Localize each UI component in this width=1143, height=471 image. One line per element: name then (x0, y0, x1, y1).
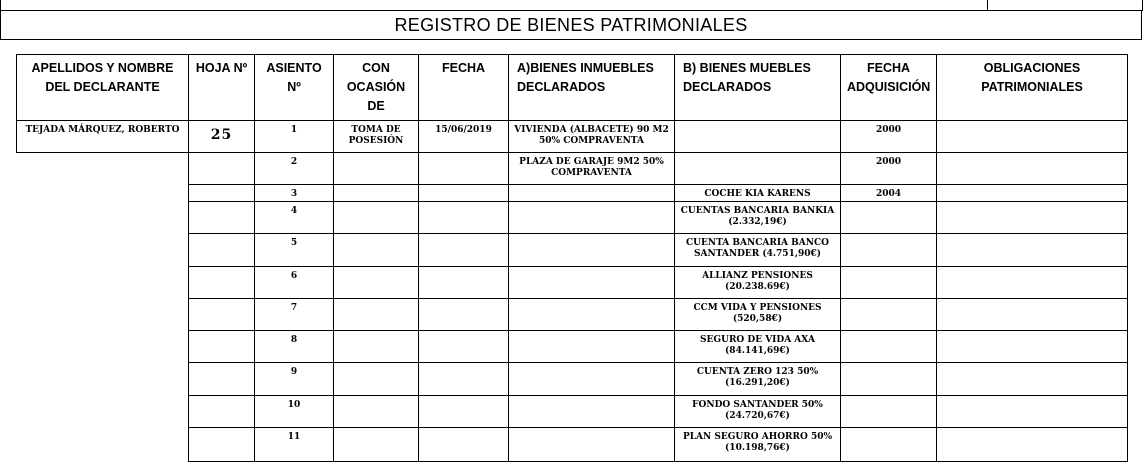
hoja-cell-empty (189, 331, 255, 363)
declarante-cell-empty (17, 185, 189, 202)
strip-divider (987, 0, 988, 10)
fecha-cell (419, 299, 509, 331)
obligaciones-cell (937, 202, 1128, 234)
hoja-cell-empty (189, 267, 255, 299)
hoja-cell-empty (189, 234, 255, 267)
ocasion-cell (334, 153, 419, 185)
inmuebles-cell (509, 363, 675, 396)
adquisicion-cell (841, 267, 937, 299)
fecha-cell (419, 363, 509, 396)
asiento-cell: 4 (255, 202, 334, 234)
hoja-cell: 25 (189, 121, 255, 153)
muebles-cell: CUENTAS BANCARIA BANKIA (2.332,19€) (675, 202, 841, 234)
ocasion-cell (334, 299, 419, 331)
ocasion-cell (334, 396, 419, 428)
table-row (17, 153, 1128, 185)
table-row (17, 363, 1128, 396)
asiento-cell: 7 (255, 299, 334, 331)
inmuebles-cell (509, 299, 675, 331)
header-muebles: B) BIENES MUEBLES DECLARADOS (675, 55, 841, 121)
header-declarante: APELLIDOS Y NOMBRE DEL DECLARANTE (17, 55, 189, 121)
muebles-cell: COCHE KIA KARENS (675, 185, 841, 202)
asiento-cell: 9 (255, 363, 334, 396)
obligaciones-cell (937, 331, 1128, 363)
muebles-cell: CUENTA BANCARIA BANCO SANTANDER (4.751,90€) (675, 234, 841, 267)
muebles-cell (675, 121, 841, 153)
header-obligaciones: OBLIGACIONES PATRIMONIALES (937, 55, 1128, 121)
inmuebles-cell (509, 396, 675, 428)
header-ocasion: CON OCASIÓN DE (334, 55, 419, 121)
muebles-cell: CCM VIDA Y PENSIONES (520,58€) (675, 299, 841, 331)
declarante-cell-empty (17, 331, 189, 363)
table-row (17, 299, 1128, 331)
muebles-cell: PLAN SEGURO AHORRO 50% (10.198,76€) (675, 428, 841, 462)
hoja-cell-empty (189, 202, 255, 234)
table-row (17, 267, 1128, 299)
hoja-cell-empty (189, 299, 255, 331)
ocasion-cell (334, 428, 419, 462)
fecha-cell (419, 234, 509, 267)
declarante-cell-empty (17, 363, 189, 396)
adquisicion-cell: 2000 (841, 153, 937, 185)
asiento-cell: 10 (255, 396, 334, 428)
ocasion-cell (334, 202, 419, 234)
adquisicion-cell (841, 396, 937, 428)
obligaciones-cell (937, 121, 1128, 153)
inmuebles-cell (509, 234, 675, 267)
fecha-cell (419, 202, 509, 234)
obligaciones-cell (937, 185, 1128, 202)
fecha-cell (419, 185, 509, 202)
inmuebles-cell (509, 202, 675, 234)
fecha-cell (419, 331, 509, 363)
obligaciones-cell (937, 299, 1128, 331)
strip-divider (0, 0, 1, 10)
muebles-cell: FONDO SANTANDER 50% (24.720,67€) (675, 396, 841, 428)
ocasion-cell (334, 234, 419, 267)
asiento-cell: 8 (255, 331, 334, 363)
ocasion-cell: TOMA DE POSESIÓN (334, 121, 419, 153)
adquisicion-cell (841, 299, 937, 331)
inmuebles-cell (509, 267, 675, 299)
header-fecha: FECHA (419, 55, 509, 121)
table-row (17, 121, 1128, 153)
declarante-cell-empty (17, 299, 189, 331)
adquisicion-cell (841, 363, 937, 396)
fecha-cell (419, 153, 509, 185)
header-hoja: HOJA Nº (189, 55, 255, 121)
adquisicion-cell (841, 202, 937, 234)
table-row (17, 185, 1128, 202)
adquisicion-cell (841, 234, 937, 267)
document-title: REGISTRO DE BIENES PATRIMONIALES (0, 11, 1142, 40)
fecha-cell (419, 267, 509, 299)
muebles-cell: ALLIANZ PENSIONES (20.238.69€) (675, 267, 841, 299)
declarante-cell-empty (17, 428, 189, 462)
asiento-cell: 1 (255, 121, 334, 153)
hoja-cell-empty (189, 396, 255, 428)
adquisicion-cell: 2004 (841, 185, 937, 202)
muebles-cell: CUENTA ZERO 123 50% (16.291,20€) (675, 363, 841, 396)
obligaciones-cell (937, 396, 1128, 428)
hoja-cell-empty (189, 153, 255, 185)
declarante-cell-empty (17, 153, 189, 185)
asiento-cell: 3 (255, 185, 334, 202)
asiento-cell: 11 (255, 428, 334, 462)
ocasion-cell (334, 185, 419, 202)
inmuebles-cell (509, 428, 675, 462)
table-row (17, 331, 1128, 363)
inmuebles-cell: VIVIENDA (ALBACETE) 90 M2 50% COMPRAVENTA (509, 121, 675, 153)
register-table (16, 54, 1128, 462)
header-adquisicion: FECHA ADQUISICIÓN (841, 55, 937, 121)
muebles-cell: SEGURO DE VIDA AXA (84.141,69€) (675, 331, 841, 363)
ocasion-cell (334, 331, 419, 363)
obligaciones-cell (937, 363, 1128, 396)
hoja-cell-empty (189, 185, 255, 202)
table-row (17, 428, 1128, 462)
declarante-cell: TEJADA MÁRQUEZ, ROBERTO (17, 121, 189, 153)
declarante-cell-empty (17, 396, 189, 428)
header-inmuebles: A)BIENES INMUEBLES DECLARADOS (509, 55, 675, 121)
hoja-cell-empty (189, 363, 255, 396)
hoja-cell-empty (189, 428, 255, 462)
adquisicion-cell: 2000 (841, 121, 937, 153)
adquisicion-cell (841, 428, 937, 462)
obligaciones-cell (937, 267, 1128, 299)
ocasion-cell (334, 267, 419, 299)
inmuebles-cell (509, 185, 675, 202)
declarante-cell-empty (17, 202, 189, 234)
asiento-cell: 5 (255, 234, 334, 267)
top-border-strip (0, 0, 1143, 11)
obligaciones-cell (937, 234, 1128, 267)
inmuebles-cell: PLAZA DE GARAJE 9M2 50% COMPRAVENTA (509, 153, 675, 185)
asiento-cell: 2 (255, 153, 334, 185)
asiento-cell: 6 (255, 267, 334, 299)
fecha-cell: 15/06/2019 (419, 121, 509, 153)
fecha-cell (419, 396, 509, 428)
adquisicion-cell (841, 331, 937, 363)
obligaciones-cell (937, 153, 1128, 185)
inmuebles-cell (509, 331, 675, 363)
table-row (17, 396, 1128, 428)
header-row (17, 55, 1128, 121)
fecha-cell (419, 428, 509, 462)
declarante-cell-empty (17, 267, 189, 299)
declarante-cell-empty (17, 234, 189, 267)
obligaciones-cell (937, 428, 1128, 462)
table-row (17, 234, 1128, 267)
header-asiento: ASIENTO Nº (255, 55, 334, 121)
muebles-cell (675, 153, 841, 185)
table-row (17, 202, 1128, 234)
ocasion-cell (334, 363, 419, 396)
